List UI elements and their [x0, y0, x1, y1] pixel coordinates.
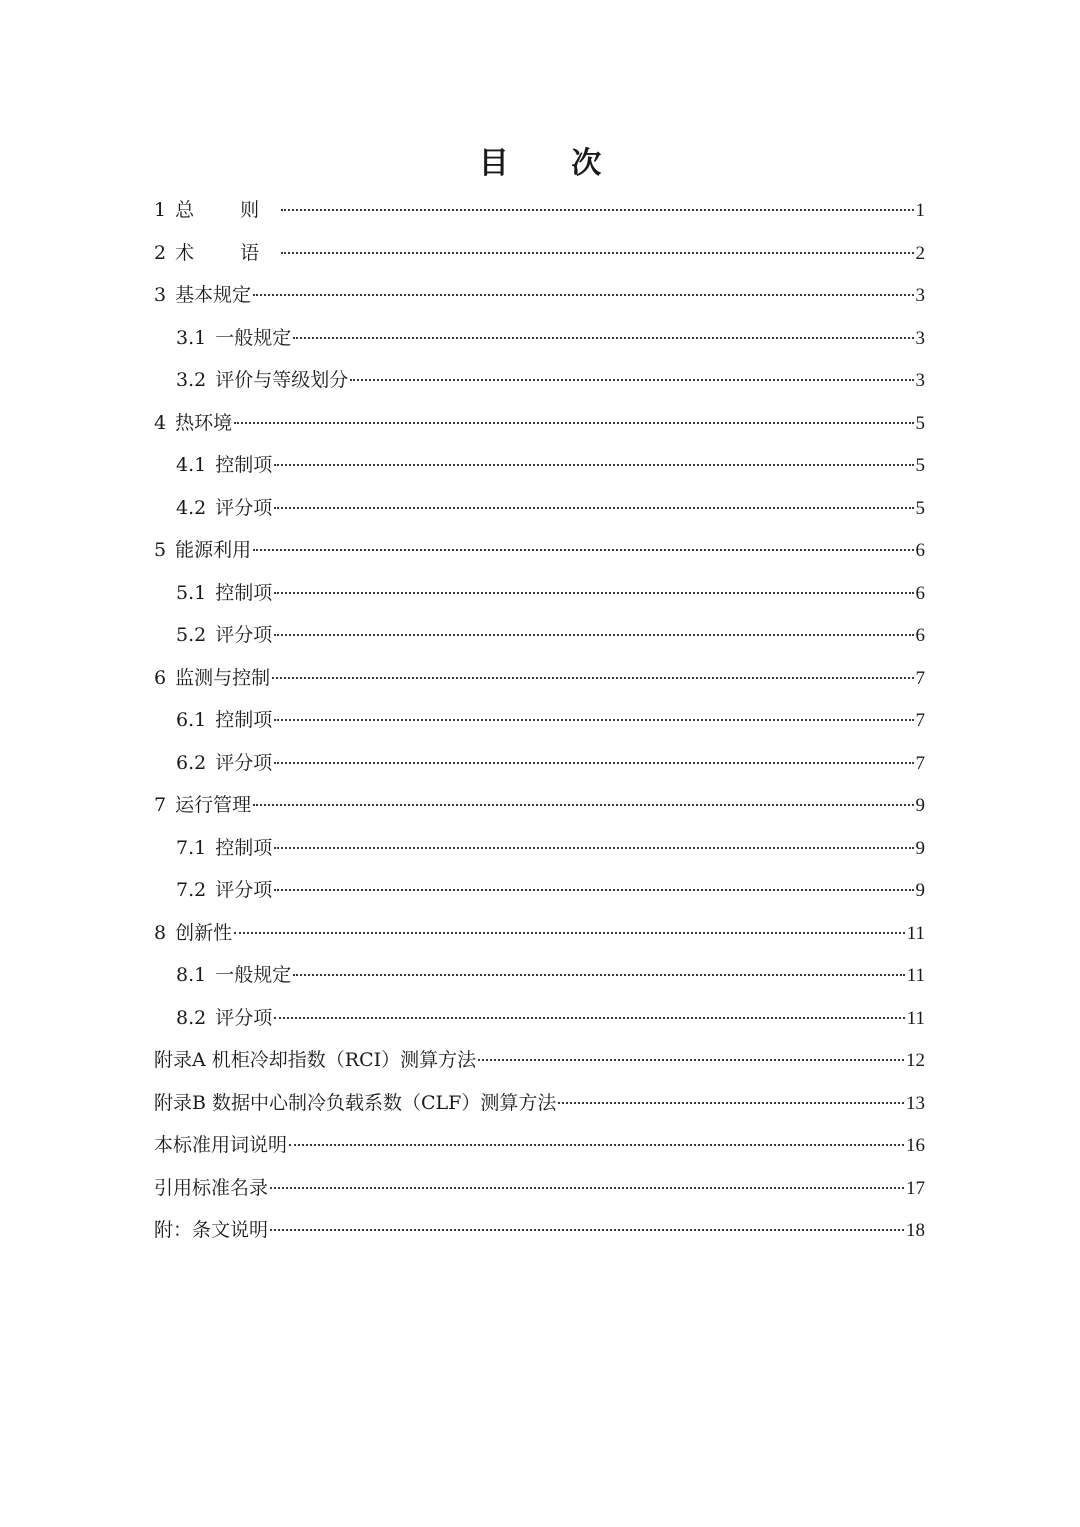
toc-entry-page-number: 2	[915, 242, 925, 264]
toc-entry-text: 创新性	[175, 921, 233, 944]
dot-leader	[350, 379, 913, 381]
toc-entry-number: 4.1	[176, 454, 207, 476]
toc-entry-label	[176, 359, 348, 402]
toc-entry-number: 1	[154, 199, 167, 221]
toc-entry-text: 评分项	[215, 624, 273, 646]
toc-entry-page-number: 11	[906, 922, 925, 944]
toc-entry-label	[176, 317, 291, 360]
toc-entry[interactable]	[154, 912, 925, 955]
toc-entry-label	[154, 1082, 556, 1125]
toc-entry-text: 引用标准名录	[154, 1176, 269, 1199]
toc-entry-page-number: 7	[915, 667, 925, 689]
toc-entry[interactable]	[154, 274, 925, 317]
toc-entry-label	[176, 997, 272, 1040]
toc-entry-page-number: 3	[915, 327, 925, 349]
dot-leader	[270, 1187, 904, 1189]
toc-entry-page-number: 16	[906, 1135, 925, 1156]
toc-entry[interactable]	[154, 317, 925, 360]
dot-leader	[253, 294, 913, 296]
toc-title: 目 次	[478, 146, 628, 181]
dot-leader	[274, 719, 913, 721]
toc-entry-text: 评价与等级划分	[215, 369, 349, 391]
toc-entry-page-number: 7	[915, 752, 925, 774]
toc-entry-number: 6.1	[176, 709, 207, 731]
toc-entry-label	[176, 614, 272, 657]
toc-entry-page-number: 5	[915, 455, 925, 476]
toc-entry-label	[154, 1167, 268, 1210]
dot-leader	[274, 592, 913, 594]
toc-entry-page-number: 9	[915, 837, 925, 859]
dot-leader	[478, 1059, 904, 1061]
toc-entry-label	[154, 232, 279, 275]
dot-leader	[234, 422, 913, 424]
toc-entry-page-number: 11	[906, 1007, 925, 1029]
toc-entry-page-number: 7	[915, 710, 925, 731]
toc-entry[interactable]	[154, 444, 925, 487]
toc-entry-text: 监测与控制	[175, 666, 271, 689]
toc-list	[154, 189, 925, 1252]
dot-leader	[274, 507, 913, 509]
toc-entry[interactable]	[154, 869, 925, 912]
dot-leader	[234, 932, 905, 934]
dot-leader	[253, 549, 913, 551]
toc-entry-page-number: 9	[915, 795, 925, 816]
toc-entry-label	[154, 189, 279, 232]
dot-leader	[274, 1017, 904, 1019]
toc-entry-page-number: 3	[915, 285, 925, 306]
dot-leader	[253, 804, 913, 806]
toc-entry-text: 一般规定	[215, 964, 292, 986]
toc-entry[interactable]	[154, 359, 925, 402]
toc-entry[interactable]	[154, 954, 925, 997]
toc-entry-number: 4.2	[176, 496, 207, 519]
toc-entry-number: 4	[154, 411, 167, 434]
toc-entry-label	[176, 827, 272, 870]
toc-entry-label	[154, 1209, 268, 1252]
toc-entry-number: 7.2	[176, 879, 207, 901]
toc-entry-label	[154, 402, 232, 445]
dot-leader	[293, 974, 904, 976]
toc-entry-page-number: 5	[915, 497, 925, 519]
toc-entry-text: 控制项	[215, 709, 273, 731]
toc-entry-page-number: 5	[915, 412, 925, 434]
toc-entry-page-number: 11	[906, 965, 925, 986]
toc-entry-text: 能源利用	[175, 539, 252, 561]
toc-entry-label	[154, 529, 251, 572]
toc-entry-page-number: 6	[915, 582, 925, 604]
toc-entry[interactable]	[154, 699, 925, 742]
toc-entry-label	[176, 487, 272, 530]
toc-entry-number: 3.1	[176, 326, 207, 349]
toc-entry[interactable]	[154, 997, 925, 1040]
toc-entry-text: 运行管理	[175, 794, 252, 816]
toc-entry-text: 基本规定	[175, 284, 252, 306]
toc-entry-label	[154, 912, 232, 955]
dot-leader	[274, 889, 913, 891]
toc-entry[interactable]	[154, 614, 925, 657]
toc-entry-text: 附录A 机柜冷却指数（RCI）测算方法	[154, 1049, 477, 1071]
toc-entry-label	[176, 742, 272, 785]
toc-entry-page-number: 6	[915, 625, 925, 646]
toc-entry[interactable]	[154, 487, 925, 530]
toc-entry-text: 控制项	[215, 454, 273, 476]
toc-entry-number: 6.2	[176, 751, 207, 774]
toc-entry-page-number: 13	[906, 1092, 925, 1114]
toc-entry-number: 2	[154, 241, 167, 264]
dot-leader	[274, 762, 913, 764]
dot-leader	[281, 209, 913, 211]
toc-entry-label	[176, 869, 272, 912]
dot-leader	[274, 464, 913, 466]
toc-entry-page-number: 17	[906, 1177, 925, 1199]
toc-entry-page-number: 12	[906, 1050, 925, 1071]
toc-entry[interactable]	[154, 529, 925, 572]
toc-entry-number: 5.1	[176, 581, 207, 604]
toc-entry-number: 5	[154, 539, 167, 561]
toc-entry-text: 一般规定	[215, 326, 292, 349]
toc-entry-number: 8.1	[176, 964, 207, 986]
toc-entry-text: 评分项	[215, 496, 273, 519]
toc-entry-text: 附：条文说明	[154, 1219, 269, 1241]
toc-entry-label	[154, 657, 270, 700]
toc-entry-text: 附录B 数据中心制冷负载系数（CLF）测算方法	[154, 1091, 557, 1114]
toc-entry[interactable]	[154, 1167, 925, 1210]
toc-entry[interactable]	[154, 572, 925, 615]
toc-entry-number: 7.1	[176, 836, 207, 859]
toc-entry-text: 控制项	[215, 836, 273, 859]
toc-entry-page-number: 18	[906, 1220, 925, 1241]
toc-entry[interactable]	[154, 827, 925, 870]
toc-entry-page-number: 3	[915, 370, 925, 391]
toc-entry[interactable]	[154, 189, 925, 232]
toc-entry-text: 术 语	[175, 241, 280, 264]
toc-entry-number: 7	[154, 794, 167, 816]
dot-leader	[274, 847, 913, 849]
toc-entry-label	[154, 1039, 476, 1082]
toc-entry[interactable]	[154, 1124, 925, 1167]
toc-entry-text: 评分项	[215, 1006, 273, 1029]
toc-entry[interactable]	[154, 657, 925, 700]
dot-leader	[293, 337, 913, 339]
toc-entry-text: 评分项	[215, 879, 273, 901]
dot-leader	[270, 1229, 904, 1231]
dot-leader	[289, 1144, 904, 1146]
toc-entry-label	[154, 1124, 287, 1167]
toc-entry-number: 3.2	[176, 369, 207, 391]
dot-leader	[281, 252, 913, 254]
toc-entry-page-number: 9	[915, 880, 925, 901]
toc-entry[interactable]	[154, 1209, 925, 1252]
toc-entry-label	[154, 784, 251, 827]
toc-entry-number: 8.2	[176, 1006, 207, 1029]
toc-entry-text: 控制项	[215, 581, 273, 604]
toc-entry[interactable]	[154, 742, 925, 785]
toc-entry-page-number: 1	[915, 200, 925, 221]
toc-entry-label	[176, 699, 272, 742]
toc-entry-text: 本标准用词说明	[154, 1134, 288, 1156]
dot-leader	[274, 634, 913, 636]
toc-entry-text: 总 则	[175, 199, 280, 221]
toc-entry[interactable]	[154, 1039, 925, 1082]
toc-entry-label	[176, 572, 272, 615]
toc-entry-page-number: 6	[915, 540, 925, 561]
toc-entry[interactable]	[154, 402, 925, 445]
toc-entry-number: 8	[154, 921, 167, 944]
toc-entry-number: 3	[154, 284, 167, 306]
dot-leader	[272, 677, 913, 679]
toc-entry[interactable]	[154, 232, 925, 275]
toc-entry-label	[176, 444, 272, 487]
toc-entry[interactable]	[154, 1082, 925, 1125]
toc-entry-text: 评分项	[215, 751, 273, 774]
toc-entry-number: 5.2	[176, 624, 207, 646]
toc-entry-label	[176, 954, 291, 997]
toc-entry[interactable]	[154, 784, 925, 827]
toc-entry-label	[154, 274, 251, 317]
toc-entry-number: 6	[154, 666, 167, 689]
toc-entry-text: 热环境	[175, 411, 233, 434]
dot-leader	[558, 1102, 904, 1104]
